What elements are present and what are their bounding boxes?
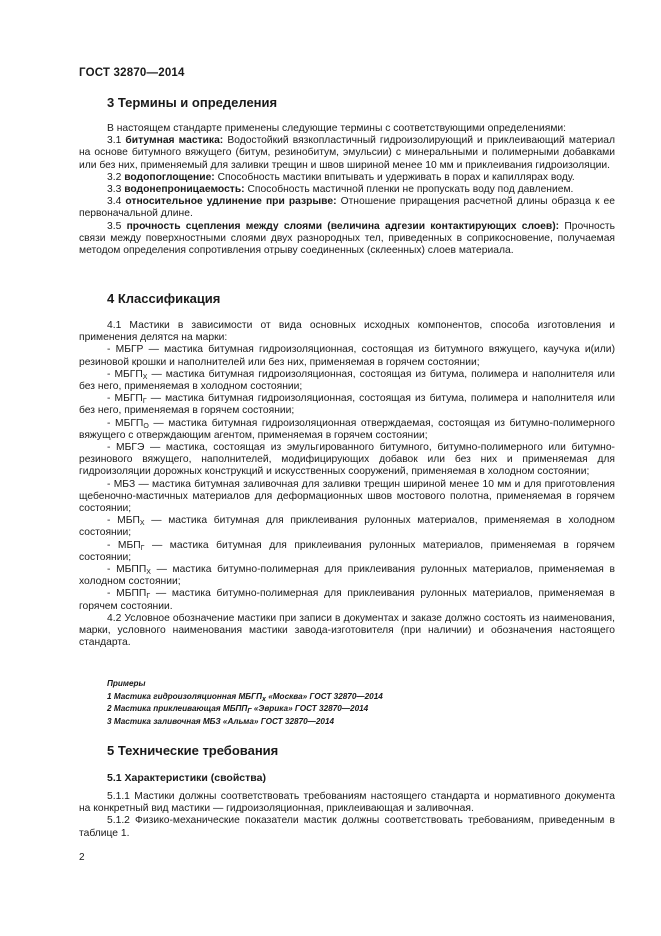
term-definition: Водостойкий вязкопластичный гидроизолирующий и приклеивающий материал на основе битумного вяжущего (битум, резинобитум, эмульсии) с минеральными и полимерными добавками или без них, применяемый для заливки трещин и швов шириной менее 10 мм и приклеивания гидроизоляции. [79,135,615,171]
example-3: 3 Мастика заливочная МБЗ «Альма» ГОСТ 32870—2014 [107,716,335,726]
grade-subscript: Х [139,520,145,528]
grade-description: — мастика битумно-полимерная для приклеивания рулонных материалов, применяемая в горячем состоянии. [79,588,615,612]
grade-item [79,442,615,479]
grade-description: — мастика битумная гидроизоляционная, состоящая из битумного вяжущего, каучука и(или) резиновой крошки и наполнителей или без них, применяемая в горячем состоянии; [79,344,615,368]
document-header: ГОСТ 32870—2014 [79,67,185,79]
grade-description: — мастика битумная гидроизоляционная, состоящая из битума, полимера и наполнителя или без него, применяемая в горячем состоянии; [79,393,615,417]
subsection-5-1-title: 5.1 Характеристики (свойства) [107,772,266,784]
grade-subscript: Г [142,398,147,406]
paragraph-5-1-1: 5.1.1 Мастики должны соответствовать требованиям настоящего стандарта и нормативного документа на конкретный вид мастики — гидроизоляционная, приклеивающая и заливочная. [79,791,615,815]
grade-item [79,393,615,417]
term-name: относительное удлинение при разрыве: [125,196,337,208]
grade-code: - МБГП [107,393,143,405]
grade-subscript: О [143,422,149,430]
grade-code: - МБП [107,515,140,527]
section-3-intro: В настоящем стандарте применены следующие термины с соответствующими определениями: [107,123,567,134]
term-number: 3.3 [107,184,122,196]
example-text: «Москва» ГОСТ 32870—2014 [268,691,383,701]
grade-code: - МБП [107,539,141,551]
term-number: 3.1 [107,135,122,147]
section-5-title: 5 Технические требования [107,743,279,758]
section-3-title: 3 Термины и определения [107,95,278,110]
section-4-body [79,320,615,649]
grade-item [79,418,615,442]
term-name: битумная мастика: [125,135,224,147]
grade-description: — мастика, состоящая из эмульгированного битумного, битумно-полимерного или битумно-резинового вяжущего, наполнителей, модифицирующих добавок или без них и применяемая для гидроизоляции дорожных конструкций и искусственных сооружений, применяемая в холодном состоянии; [79,442,615,478]
section-3-body [79,123,615,257]
grade-description: — мастика битумная заливочная для заливки трещин шириной менее 10 мм и для приготовления щебеночно-мастичных материалов для деформационных швов мостового полотна, применяемая в горячем состоянии; [79,478,615,515]
page-number: 2 [79,852,85,863]
grade-item [79,540,615,564]
example-text: «Эврика» ГОСТ 32870—2014 [253,704,369,713]
grade-item [79,479,615,516]
example-text: 2 Мастика приклеивающая МБПП [107,704,248,713]
paragraph-4-2: 4.2 Условное обозначение мастики при записи в документах и заказе должно состоять из наименования, марки, условного наименования мастики завода-изготовителя (при наличии) и обозначения настоящего стандарта. [79,612,615,649]
grade-item [79,344,615,368]
paragraph-4-1: 4.1 Мастики в зависимости от вида основных исходных компонентов, способа изготовления и применения делятся на марки: [79,320,615,344]
term-3-2 [79,172,615,184]
term-name: прочность сцепления между слоями (величина адгезии контактирующих слоев): [126,220,560,232]
grade-subscript: Г [146,593,151,601]
paragraph-5-1-2: 5.1.2 Физико-механические показатели мастик должны соответствовать требованиям, приведенным в таблице 1. [79,815,615,839]
examples-block [107,678,383,728]
example-2 [107,703,383,716]
term-definition: Способность мастичной пленки не пропускать воду под давлением. [247,184,574,196]
term-3-1 [79,135,615,172]
term-name: водопоглощение: [124,171,215,183]
grade-subscript: Х [142,373,148,381]
term-definition: Способность мастики впитывать и удерживать в порах и капиллярах воду. [217,171,575,183]
term-3-5 [79,221,615,258]
term-3-4 [79,196,615,220]
example-text: 1 Мастика гидроизоляционная МБГП [107,691,262,701]
example-subscript: х [262,695,266,703]
section-5-body [79,791,615,840]
term-definition: Прочность связи между поверхностными слоями двух разнородных тел, приведенных в соприкосновение, получаемая методом определения сопротивления отрыву соединенных (склеенных) слоев материала. [79,220,615,257]
grade-code: - МБГП [107,417,144,429]
term-definition: Отношение приращения расчетной длины образца к ее первоначальной длине. [79,196,615,220]
grade-item [79,588,615,612]
grade-item [79,564,615,588]
term-name: водонепроницаемость: [124,184,245,196]
grade-code: - МБГР [107,344,144,356]
grade-code: - МБГЭ [107,442,145,454]
grade-item [79,515,615,539]
grade-description: — мастика битумная для приклеивания рулонных материалов, применяемая в горячем состоянии; [79,539,615,563]
example-1 [107,691,383,704]
grade-code: - МБПП [107,588,147,600]
term-number: 3.4 [107,196,122,208]
grade-code: - МБГП [107,368,143,380]
grade-subscript: Х [146,569,151,577]
grade-code: - МБЗ [107,478,136,490]
grade-code: - МБПП [107,564,147,576]
grade-description: — мастика битумно-полимерная для приклеивания рулонных материалов, применяемая в холодном состоянии; [79,564,615,588]
grade-description: — мастика битумная гидроизоляционная, состоящая из битума, полимера и наполнителя или без него, применяемая в холодном состоянии; [79,368,615,393]
examples-title: Примеры [107,679,146,688]
grade-description: — мастика битумная для приклеивания рулонных материалов, применяемая в холодном состоянии; [79,515,615,539]
grade-description: — мастика битумная гидроизоляционная отверждаемая, состоящая из битумно-полимерного вяжущего с отверждающим агентом, применяемая в горячем состоянии; [79,417,615,441]
term-3-3 [79,184,615,196]
term-number: 3.5 [107,220,122,232]
grade-item [79,369,615,393]
example-subscript: Г [247,708,252,715]
grade-subscript: Г [140,544,145,552]
section-4-title: 4 Классификация [107,291,221,306]
term-number: 3.2 [107,171,122,183]
